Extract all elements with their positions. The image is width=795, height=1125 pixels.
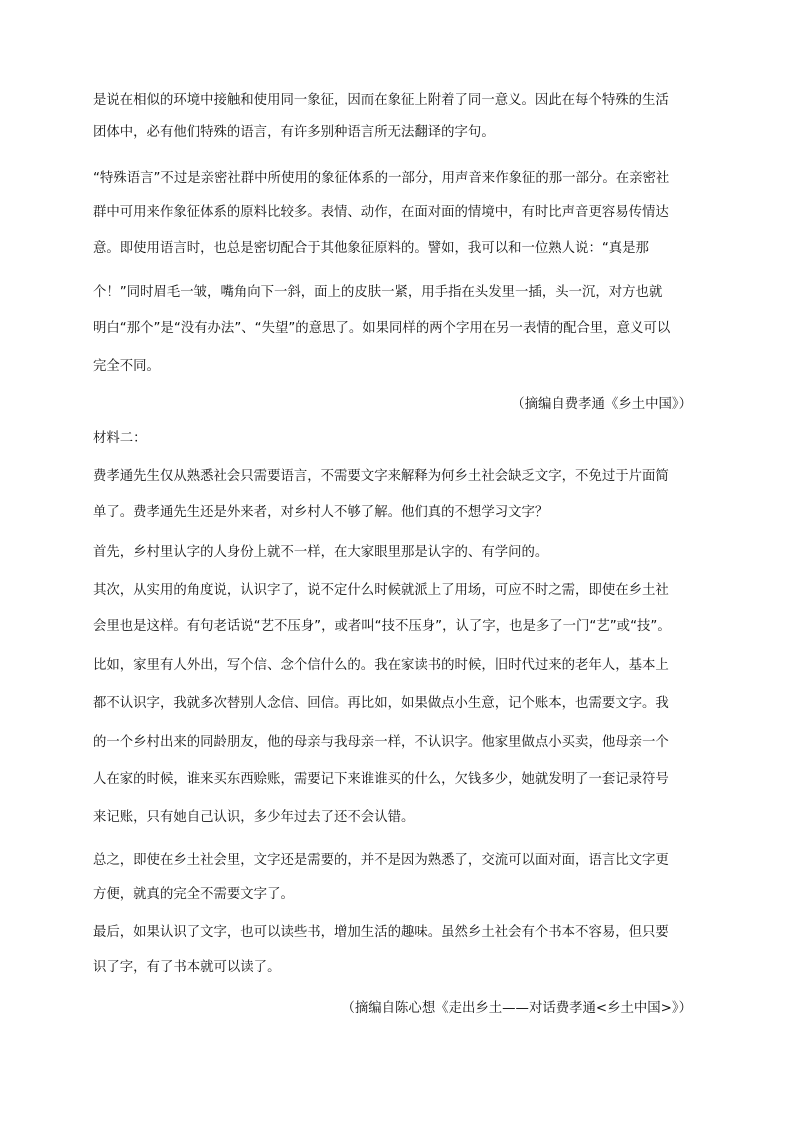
paragraph-line: 意。即使用语言时，也总是密切配合于其他象征原料的。譬如，我可以和一位熟人说：“真是那	[93, 241, 649, 256]
paragraph-line: 人在家的时候，谁来买东西赊账，需要记下来谁谁买的什么，欠钱多少，她就发明了一套记录符号	[93, 772, 669, 787]
paragraph-line: 单了。费孝通先生还是外来者，对乡村人不够了解。他们真的不想学习文字？	[93, 505, 549, 520]
paragraph-line: 费孝通先生仅从熟悉社会只需要语言，不需要文字来解释为何乡土社会缺乏文字，不免过于片面简	[93, 469, 669, 484]
paragraph-line: 其次，从实用的角度说，认识字了，说不定什么时候就派上了用场，可应不时之需，即使在乡土社	[93, 583, 669, 598]
paragraph-line: 明白“那个”是“没有办法”、“失望”的意思了。如果同样的两个字用在另一表情的配合里，意义可以	[93, 321, 671, 336]
paragraph-line: 的一个乡村出来的同龄朋友，他的母亲与我母亲一样，不认识字。他家里做点小买卖，他母亲一个	[93, 735, 669, 750]
paragraph-line: 来记账，只有她自己认识，多少年过去了还不会认错。	[93, 810, 415, 825]
paragraph-line: 首先，乡村里认字的人身份上就不一样，在大家眼里那是认字的、有学问的。	[93, 545, 549, 560]
paragraph-line: 都不认识字，我就多次替别人念信、回信。再比如，如果做点小生意，记个账本，也需要文字。我	[93, 696, 669, 711]
paragraph-line: 是说在相似的环境中接触和使用同一象征，因而在象征上附着了同一意义。因此在每个特殊的生活	[93, 93, 669, 108]
source-citation: （摘编自陈心想《走出乡土——对话费孝通<乡土中国>》）	[341, 1001, 692, 1016]
section-heading: 材料二：	[93, 431, 147, 446]
paragraph-line: 团体中，必有他们特殊的语言，有许多别种语言所无法翻译的字句。	[93, 125, 495, 140]
source-citation: （摘编自费孝通《乡土中国》）	[511, 397, 692, 412]
paragraph-line: 总之，即使在乡土社会里，文字还是需要的，并不是因为熟悉了，交流可以面对面，语言比文字更	[93, 853, 669, 868]
paragraph-line: 个！”同时眉毛一皱，嘴角向下一斜，面上的皮肤一紧，用手指在头发里一插，头一沉，对方也就	[93, 285, 663, 300]
paragraph-line: 识了字，有了书本就可以读了。	[93, 960, 281, 975]
paragraph-line: 最后，如果认识了文字，也可以读些书，增加生活的趣味。虽然乡土社会有个书本不容易，但只要	[93, 925, 669, 940]
paragraph-line: 方便，就真的完全不需要文字了。	[93, 887, 294, 902]
paragraph-line: 会里也是这样。有句老话说“艺不压身”，或者叫“技不压身”，认了字，也是多了一门“艺”或“技”。	[93, 619, 671, 634]
paragraph-line: 群中可用来作象征体系的原料比较多。表情、动作，在面对面的情境中，有时比声音更容易传情达	[93, 205, 669, 220]
paragraph-line: “特殊语言”不过是亲密社群中所使用的象征体系的一部分，用声音来作象征的那一部分。在亲密社	[93, 171, 670, 186]
paragraph-line: 比如，家里有人外出，写个信、念个信什么的。我在家读书的时候，旧时代过来的老年人，基本上	[93, 658, 669, 673]
paragraph-line: 完全不同。	[93, 359, 160, 374]
